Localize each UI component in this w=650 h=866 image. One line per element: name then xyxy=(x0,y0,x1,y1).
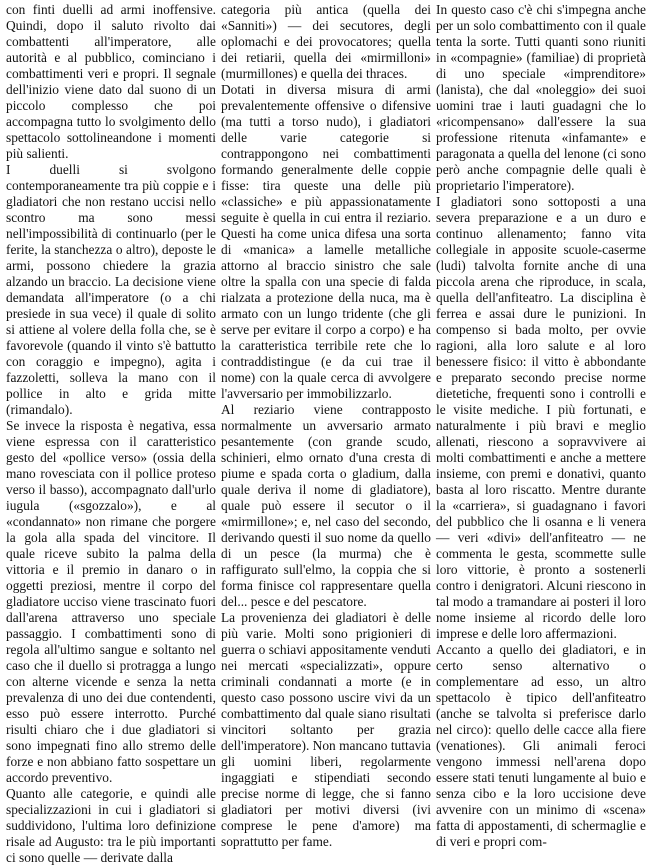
paragraph: Quanto alle categorie, e quindi alle specializzazioni in cui i gladiatori si suddividono, l'ultima loro definizione risale ad Augusto: tra le più importanti ci sono quelle — derivate dalla xyxy=(6,786,216,865)
paragraph: I duelli si svolgono contemporaneamente tra più coppie e i gladiatori che non restano uccisi nello scontro ma sono messi nell'impossibilità di continuarlo (per le ferite, la stanchezza o altro), deposte le armi, possono chiedere la grazia alzando un braccio. La decisione viene demandata all'imperatore (o a chi presiede in sua vece) il quale di solito si attiene al volere della folla che, se è favorevole (quando il vinto s'è battutto con coraggio e impegno), agita i fazzoletti, solleva la mano con il pollice in alto e grida mitte (rimandalo). xyxy=(6,162,216,417)
paragraph: con finti duelli ad armi inoffensive. Quindi, dopo il saluto rivolto dai combattenti all'imperatore, alle autorità e al pubblico, cominciano i combattimenti veri e propri. Il segnale dell'inizio viene dato dal suono di un piccolo complesso che poi accompagna tutto lo svolgimento dello spettacolo sottolineandone i momenti più salienti. xyxy=(6,2,216,161)
paragraph: Dotati in diversa misura di armi prevalentemente offensive o difensive (ma tutti a torso nudo), i gladiatori delle varie categorie si contrappongono nei combattimenti formando generalmente delle coppie fisse: tira queste una delle più «classiche» e più appassionatamente seguite è quella in cui entra il reziario. Questi ha come unica difesa una sorta di «manica» a lamelle metalliche attorno al braccio sinistro che sale oltre la spalla con una specie di falda rialzata a protezione della nuca, ma è armato con un lungo tridente (che gli serve per evitare il corpo a corpo) e ha la caratteristica terribile rete che lo contraddistingue (e da cui trae il nome) con la quale cerca di avvolgere l'avversario per immobilizzarlo. xyxy=(221,82,431,401)
paragraph: categoria più antica (quella dei «Sanniti») — dei secutores, degli oplomachi e dei provocatores; quella dei retiarii, quella dei «mirmilloni» (murmillones) e quella dei thraces. xyxy=(221,2,431,81)
text-column-3 xyxy=(436,2,646,849)
paragraph: In questo caso c'è chi s'impegna anche per un solo combattimento con il quale tenta la sorte. Tutti quanti sono riuniti in «compagnie» (familiae) di proprietà di uno speciale «imprenditore» (lanista), che dal «noleggio» dei suoi uomini trae i lauti guadagni che lo «ricompensano» dall'essere la sua professione ritenuta «infamante» e paragonata a quella del lenone (ci sono però anche compagnie delle quali è proprietario l'imperatore). xyxy=(436,2,646,193)
paragraph: I gladiatori sono sottoposti a una severa preparazione e a un duro e continuo allenamento; fanno vita collegiale in apposite scuole-caserme (ludi) talvolta fornite anche di una piccola arena che riproduce, in scala, quella dell'anfiteatro. La disciplina è ferrea e assai dure le punizioni. In compenso si bada molto, per ovvie ragioni, alla loro salute e al loro benessere fisico: il vitto è abbondante e preparato secondo precise norme dietetiche, frequenti sono i controlli e le visite mediche. I più fortunati, e naturalmente i più bravi e meglio allenati, riescono a sopravvivere ai molti combattimenti e anche a mettere insieme, con premi e donativi, quanto basta al loro riscatto. Mentre durante la «carriera», si guadagnano i favori del pubblico che li osanna e li venera — veri «divi» dell'anfiteatro — ne commenta le gesta, scommette sulle loro vittorie, è pronto a sostenerli contro i denigratori. Alcuni riescono in tal modo a tramandare ai posteri il loro nome insieme al ricordo delle loro imprese e delle loro affermazioni. xyxy=(436,194,646,641)
paragraph: Al reziario viene contrapposto normalmente un avversario armato pesantemente (con grande scudo, schinieri, elmo ornato d'una cresta di piume e spada corta o gladium, dalla quale deriva il nome di gladiatore), quale può essere il secutor o il «mirmillone»; e, nel caso del secondo, derivando questi il suo nome da quello di un pesce (la murma) che è raffigurato sull'elmo, la coppia che si forma finisce col rappresentare quella del... pesce e del pescatore. xyxy=(221,402,431,609)
paragraph: Se invece la risposta è negativa, essa viene espressa con il caratteristico gesto del «pollice verso» (ossia della mano rovesciata con il pollice proteso verso il basso), accompagnato dall'urlo iugula («sgozzalo»), e al «condannato» non rimane che porgere la gola alla spada del vincitore. Il quale riceve subito la palma della vittoria e il premio in danaro o in oggetti preziosi, mentre il corpo del gladiatore ucciso viene trascinato fuori dall'arena attraverso uno speciale passaggio. I combattimenti sono di regola all'ultimo sangue e soltanto nel caso che il duello si protragga a lungo con alterne vicende e senza la netta prevalenza di uno dei due contendenti, esso può essere interrotto. Purché risulti chiaro che i due gladiatori si sono impegnati fino allo stremo delle forze e non abbiano fatto sospettare un accordo preventivo. xyxy=(6,418,216,785)
paragraph: Accanto a quello dei gladiatori, e in certo senso alternativo o complementare ad esso, un altro spettacolo è tipico dell'anfiteatro (anche se talvolta si preferisce darlo nel circo): quello delle cacce alla fiere (venationes). Gli animali feroci vengono immessi nell'arena dopo essere stati tenuti lungamente al buio e senza cibo e la loro uccisione deve avvenire con un minimo di «scena» fatta di appostamenti, di schermaglie e di veri e propri com- xyxy=(436,642,646,849)
paragraph: La provenienza dei gladiatori è delle più varie. Molti sono prigionieri di guerra o schiavi appositamente venduti nei mercati «specializzati», oppure criminali condannati a morte (e in questo caso possono uscire vivi da un combattimento dal quale siano risultati vincitori soltanto per grazia dell'imperatore). Non mancano tuttavia gli uomini liberi, regolarmente ingaggiati e stipendiati secondo precise norme di legge, che si fanno gladiatori per motivi diversi (ivi comprese le pene d'amore) ma soprattutto per fame. xyxy=(221,610,431,849)
text-column-1 xyxy=(6,2,216,865)
text-column-2 xyxy=(221,2,431,849)
